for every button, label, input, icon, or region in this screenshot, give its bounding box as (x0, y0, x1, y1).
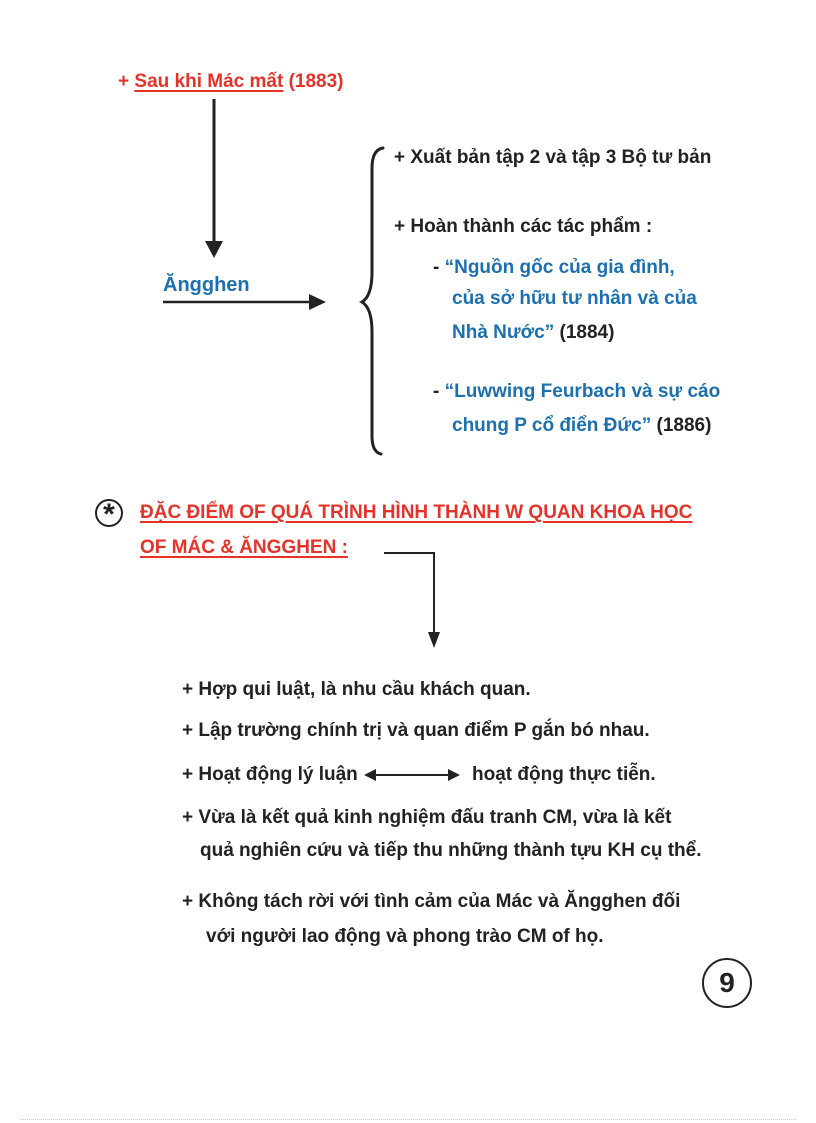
work-1-year: (1884) (554, 322, 615, 343)
feature-1: + Hợp qui luật, là nhu cầu khách quan. (182, 679, 531, 700)
right-arrow-head (309, 294, 326, 310)
work-2-line-1 (433, 381, 720, 403)
bottom-dotted-divider (20, 1119, 796, 1120)
work-2-dash: - (433, 381, 445, 402)
work-2-year: (1886) (651, 415, 712, 436)
work-2-line-2 (452, 415, 711, 437)
work-2-title-part-1: “Luwwing Feurbach và sự cáo (444, 381, 721, 402)
heading-connector-line (384, 553, 434, 634)
heading-connector-head (428, 632, 440, 648)
top-heading-year: (1883) (288, 71, 344, 92)
top-heading-plus: + (118, 71, 130, 92)
feature-4-line-2: quả nghiên cứu và tiếp thu những thành tựu KH cụ thể. (200, 840, 702, 861)
work-1-line-3 (452, 322, 614, 344)
feature-5-line-1: + Không tách rời với tình cảm của Mác và Ăngghen đối (182, 891, 681, 912)
works-item-publish: + Xuất bản tập 2 và tập 3 Bộ tư bản (394, 147, 712, 168)
work-1-title-part-3: Nhà Nước” (452, 322, 555, 343)
feature-4-line-1: + Vừa là kết quả kinh nghiệm đấu tranh CM, vừa là kết (182, 807, 672, 828)
feature-3-left: + Hoạt động lý luận (182, 764, 358, 785)
curly-brace (362, 148, 383, 454)
double-arrow-left-head (364, 769, 376, 781)
feature-2: + Lập trường chính trị và quan điểm P gắn bó nhau. (182, 720, 650, 741)
double-arrow-right-head (448, 769, 460, 781)
work-2-title-part-2: chung P cổ điển Đức” (452, 415, 652, 436)
top-heading-title: Sau khi Mác mất (134, 71, 284, 92)
section-heading-line-2: OF MÁC & ĂNGGHEN : (140, 537, 348, 558)
work-1-dash: - (433, 257, 445, 278)
top-heading (118, 71, 343, 93)
feature-3-right: hoạt động thực tiễn. (472, 764, 656, 785)
page-number: 9 (702, 958, 752, 1008)
work-1-title-part-2: của sở hữu tư nhân và của (452, 288, 697, 309)
work-1-line-1 (433, 257, 675, 279)
asterisk-circle-icon: * (95, 499, 123, 527)
work-1-title-part-1: “Nguồn gốc của gia đình, (444, 257, 675, 278)
feature-5-line-2: với người lao động và phong trào CM of họ. (206, 926, 604, 947)
section-heading-line-1: ĐẶC ĐIỂM OF QUÁ TRÌNH HÌNH THÀNH W QUAN KHOA HỌC (140, 502, 693, 523)
down-arrow-head (205, 241, 223, 258)
angghen-label: Ăngghen (163, 274, 250, 296)
works-item-complete: + Hoàn thành các tác phẩm : (394, 216, 653, 237)
